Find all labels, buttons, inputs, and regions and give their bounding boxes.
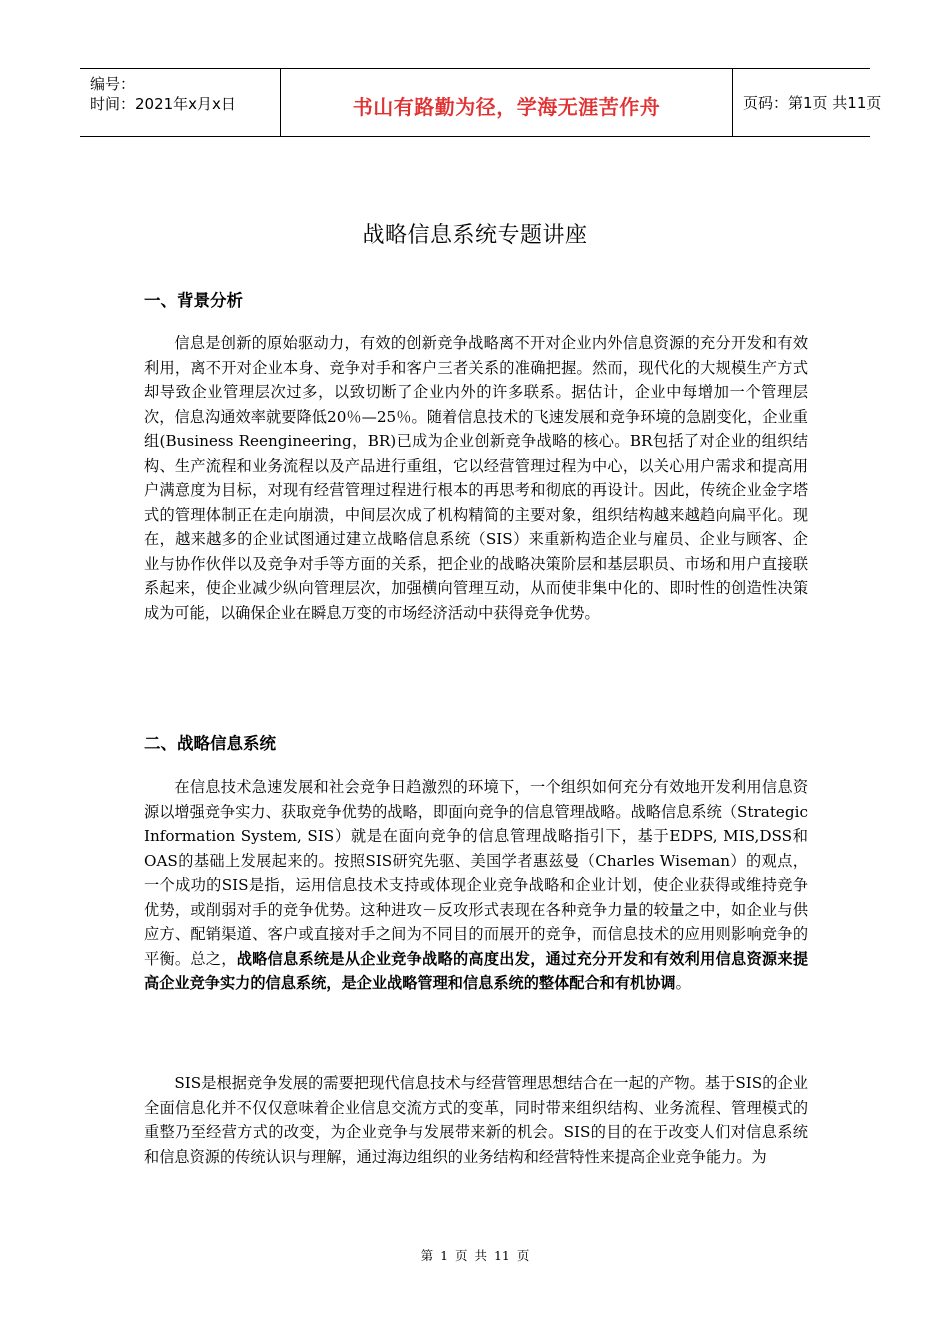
page-info: 页码：第1页 共11页 <box>743 94 882 112</box>
paragraph-end: 。 <box>675 974 691 992</box>
header-left-cell <box>80 69 280 136</box>
section-2-paragraph-1 <box>144 775 808 996</box>
page-header <box>80 68 882 137</box>
document-title: 战略信息系统专题讲座 <box>362 223 588 248</box>
paragraph-text: 在信息技术急速发展和社会竞争日趋激烈的环境下，一个组织如何充分有效地开发利用信息资源以增强竞争实力、获取竞争优势的战略，即面向竞争的信息管理战略。战略信息系统（Strategic Information System, SIS）就是在面向竞争的信息管理战略指引下，基于EDPS, MIS,DSS和OAS的基础上发展起来的。按照SIS研究先驱、美国学者惠兹曼（Charles Wiseman）的观点，一个成功的SIS是指，运用信息技术支持或体现企业竞争战略和企业计划，使企业获得或维持竞争优势，或削弱对手的竞争优势。这种进攻－反攻形式表现在各种竞争力量的较量之中，如企业与供应方、配销渠道、客户或直接对手之间为不同目的而展开的竞争，而信息技术的应用则影响竞争的平衡。总之， <box>144 778 808 968</box>
number-label: 编号： <box>90 75 136 93</box>
date-label: 时间：2021年x月x日 <box>90 95 236 113</box>
section-2-heading: 二、战略信息系统 <box>144 734 276 753</box>
section-1-heading: 一、背景分析 <box>144 291 243 310</box>
motto: 书山有路勤为径，学海无涯苦作舟 <box>352 95 661 119</box>
page-footer: 第 1 页 共 11 页 <box>420 1248 530 1263</box>
paragraph-emphasis: 战略信息系统是从企业竞争战略的高度出发，通过充分开发和有效利用信息资源来提高企业竞争实力的信息系统，是企业战略管理和信息系统的整体配合和有机协调 <box>144 949 809 992</box>
header-motto-cell <box>280 69 733 136</box>
section-2-paragraph-2: SIS是根据竞争发展的需要把现代信息技术与经营管理思想结合在一起的产物。基于SIS的企业全面信息化并不仅仅意味着企业信息交流方式的变革，同时带来组织结构、业务流程、管理模式的重整乃至经营方式的改变，为企业竞争与发展带来新的机会。SIS的目的在于改变人们对信息系统和信息资源的传统认识与理解，通过海边组织的业务结构和经营特性来提高企业竞争能力。为 <box>144 1074 808 1166</box>
header-right-cell <box>733 69 882 136</box>
section-1-paragraph: 信息是创新的原始驱动力，有效的创新竞争战略离不开对企业内外信息资源的充分开发和有效利用，离不开对企业本身、竞争对手和客户三者关系的准确把握。然而，现代化的大规模生产方式却导致企业管理层次过多，以致切断了企业内外的许多联系。据估计，企业中每增加一个管理层次，信息沟通效率就要降低20％—25％。随着信息技术的飞速发展和竞争环境的急剧变化，企业重组(Business Reengineering，BR)已成为企业创新竞争战略的核心。BR包括了对企业的组织结构、生产流程和业务流程以及产品进行重组，它以经营管理过程为中心，以关心用户需求和提高用户满意度为目标，对现有经营管理过程进行根本的再思考和彻底的再设计。因此，传统企业金字塔式的管理体制正在走向崩溃，中间层次成了机构精简的主要对象，组织结构越来越趋向扁平化。现在，越来越多的企业试图通过建立战略信息系统（SIS）来重新构造企业与雇员、企业与顾客、企业与协作伙伴以及竞争对手等方面的关系，把企业的战略决策阶层和基层职员、市场和用户直接联系起来，使企业减少纵向管理层次，加强横向管理互动，从而使非集中化的、即时性的创造性决策成为可能，以确保企业在瞬息万变的市场经济活动中获得竞争优势。 <box>144 334 808 622</box>
